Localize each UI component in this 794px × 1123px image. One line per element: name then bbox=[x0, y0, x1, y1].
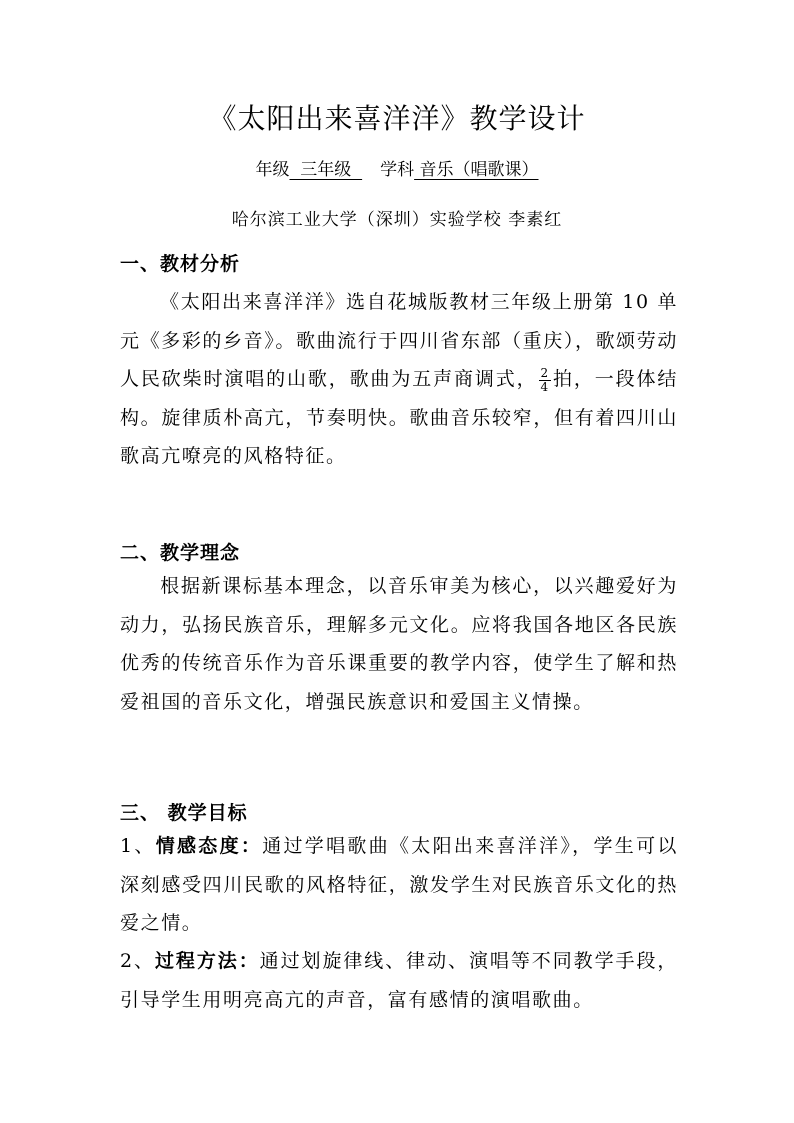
time-signature-denominator: 4 bbox=[540, 379, 550, 394]
document-title: 《太阳出来喜洋洋》教学设计 bbox=[208, 102, 586, 135]
subject-label: 学科 bbox=[380, 160, 415, 180]
objective-2-number: 2、 bbox=[120, 950, 155, 972]
teaching-philosophy-paragraph bbox=[120, 567, 678, 721]
objective-2-label: 过程方法： bbox=[154, 950, 260, 972]
grade-label: 年级 bbox=[255, 160, 290, 180]
objective-1-text: 通过学唱歌曲《太阳出来喜洋洋》，学生可以深刻感受四川民歌的风格特征，激发学生对民族音乐文化的热爱之情。 bbox=[120, 835, 678, 934]
section-heading-teaching-philosophy: 二、教学理念 bbox=[120, 542, 241, 564]
material-analysis-text-b: 拍，一段体结构。旋律质朴高亢，节奏明快。歌曲音乐较窄，但有着四川山歌高亢嘹亮的风格特征。 bbox=[120, 368, 678, 467]
grade-value: 三年级 bbox=[289, 160, 363, 180]
objective-item-2 bbox=[120, 942, 678, 1019]
grade-subject-line bbox=[0, 155, 794, 180]
time-signature-numerator: 2 bbox=[540, 365, 550, 380]
objective-item-1 bbox=[120, 827, 678, 943]
time-signature-fraction bbox=[539, 367, 550, 394]
section-heading-material-analysis: 一、教材分析 bbox=[120, 253, 241, 275]
material-analysis-text-a: 《太阳出来喜洋洋》选自花城版教材三年级上册第 10 单元《多彩的乡音》。歌曲流行于四川省东部（重庆），歌颂劳动人民砍柴时演唱的山歌，歌曲为五声商调式， bbox=[120, 291, 678, 390]
section-heading-teaching-objectives: 三、 教学目标 bbox=[120, 802, 248, 824]
material-analysis-paragraph bbox=[120, 283, 678, 476]
school-author-line: 哈尔滨工业大学（深圳）实验学校 李素红 bbox=[231, 210, 563, 230]
objective-2-text: 通过划旋律线、律动、演唱等不同教学手段，引导学生用明亮高亢的声音，富有感情的演唱歌曲。 bbox=[120, 950, 678, 1011]
objective-1-label: 情感态度： bbox=[155, 835, 263, 857]
objective-1-number: 1、 bbox=[120, 835, 156, 857]
subject-value: 音乐（唱歌课） bbox=[414, 160, 539, 180]
teaching-philosophy-text: 根据新课标基本理念，以音乐审美为核心，以兴趣爱好为动力，弘扬民族音乐，理解多元文化。应将我国各地区各民族优秀的传统音乐作为音乐课重要的教学内容，使学生了解和热爱祖国的音乐文化，增强民族意识和爱国主义情操。 bbox=[120, 575, 678, 713]
